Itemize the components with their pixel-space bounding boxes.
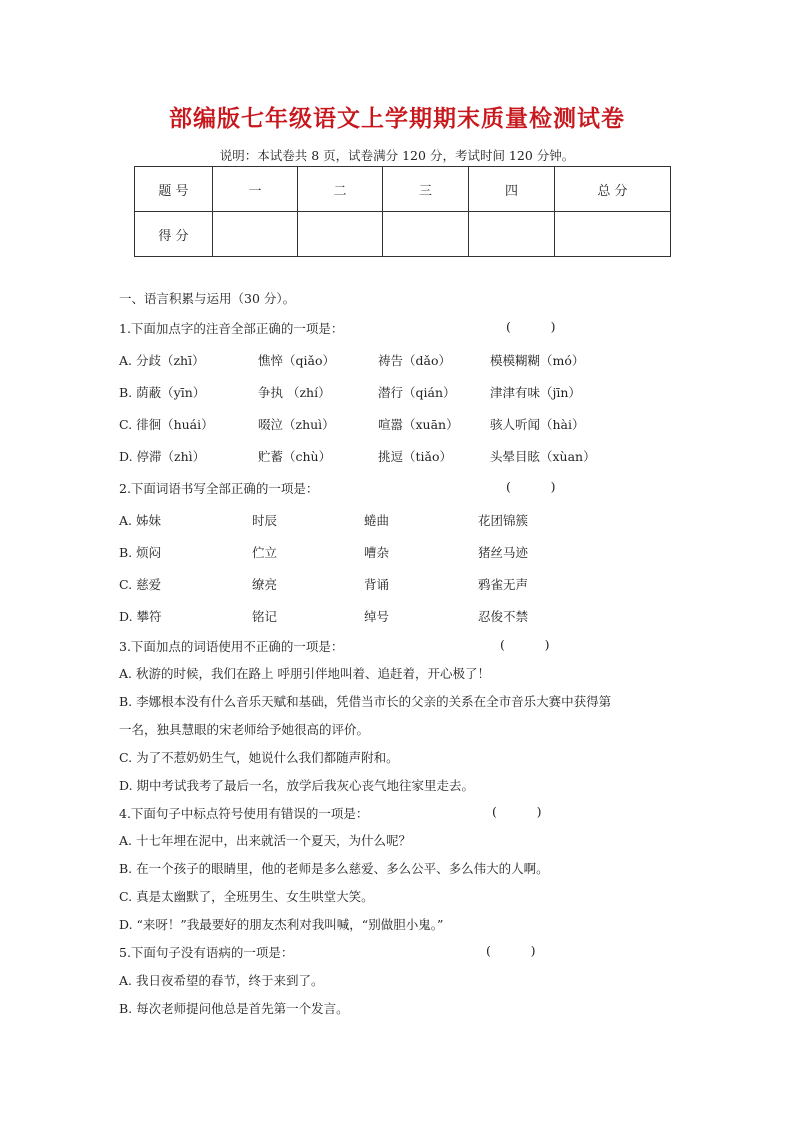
q2-option-c-4: 鸦雀无声	[478, 577, 529, 592]
q2-option-a-2: 时辰	[252, 513, 278, 528]
section-1-heading: 一、语言积累与运用（30 分）。	[119, 291, 296, 306]
q1-option-a-3: 祷告（dǎo）	[378, 353, 451, 368]
q2-option-a-4: 花团锦簇	[478, 513, 529, 528]
score-table	[134, 166, 671, 257]
question-2-answer-paren[interactable]: ( )	[506, 479, 556, 494]
q2-option-c-1: C. 慈爱	[119, 577, 162, 592]
q2-option-c-2: 缭亮	[252, 577, 278, 592]
q1-option-b-1: B. 荫蔽（yīn）	[119, 385, 206, 400]
q3-option-c: C. 为了不惹奶奶生气，她说什么我们都随声附和。	[119, 750, 399, 765]
question-5-text: 5.下面句子没有语病的一项是：	[119, 945, 294, 960]
header-cell-4: 四	[469, 167, 555, 212]
score-cell-total[interactable]	[555, 212, 671, 257]
q1-option-c-3: 喧嚣（xuān）	[378, 417, 459, 432]
q4-option-d: D. “来呀！”我最要好的朋友杰利对我叫喊，“别做胆小鬼。”	[119, 917, 444, 932]
q1-option-d-1: D. 停滞（zhì）	[119, 449, 206, 464]
q2-option-d-2: 铭记	[252, 609, 278, 624]
score-cell-4[interactable]	[469, 212, 555, 257]
question-4-answer-paren[interactable]: ( )	[492, 804, 542, 819]
question-3-answer-paren[interactable]: ( )	[500, 637, 550, 652]
score-row-label: 得 分	[135, 212, 213, 257]
q4-option-b: B. 在一个孩子的眼睛里，他的老师是多么慈爱、多么公平、多么伟大的人啊。	[119, 861, 549, 876]
q2-option-a-1: A. 姊妹	[119, 513, 161, 528]
q1-option-c-1: C. 徘徊（huái）	[119, 417, 214, 432]
q1-option-d-4: 头晕目眩（xùan）	[490, 449, 596, 464]
q2-option-b-4: 猪丝马迹	[478, 545, 529, 560]
exam-description: 说明：本试卷共 8 页，试卷满分 120 分，考试时间 120 分钟。	[219, 148, 575, 163]
q2-option-d-3: 绰号	[364, 609, 390, 624]
q1-option-b-4: 津津有味（jīn）	[490, 385, 581, 400]
q1-option-c-2: 啜泣（zhuì）	[258, 417, 335, 432]
question-1-text: 1.下面加点字的注音全部正确的一项是：	[119, 321, 344, 336]
q2-option-b-2: 伫立	[252, 545, 278, 560]
q1-option-b-3: 潜行（qián）	[378, 385, 456, 400]
score-cell-1[interactable]	[213, 212, 298, 257]
q1-option-a-2: 憔悴（qiǎo）	[258, 353, 335, 368]
q1-option-c-4: 骇人听闻（hài）	[490, 417, 585, 432]
q5-option-a: A. 我日夜希望的春节，终于来到了。	[119, 973, 324, 988]
score-cell-2[interactable]	[298, 212, 383, 257]
q2-option-a-3: 蜷曲	[364, 513, 390, 528]
page-title: 部编版七年级语文上学期期末质量检测试卷	[169, 106, 625, 132]
header-cell-3: 三	[383, 167, 469, 212]
question-2-text: 2.下面词语书写全部正确的一项是：	[119, 481, 319, 496]
q1-option-d-3: 挑逗（tiǎo）	[378, 449, 452, 464]
q2-option-d-4: 忍俊不禁	[478, 609, 529, 624]
score-cell-3[interactable]	[383, 212, 469, 257]
q2-option-b-1: B. 烦闷	[119, 545, 162, 560]
header-cell-total: 总 分	[555, 167, 671, 212]
q1-option-a-1: A. 分歧（zhī）	[119, 353, 205, 368]
header-cell-2: 二	[298, 167, 383, 212]
q3-option-b: B. 李娜根本没有什么音乐天赋和基础，凭借当市长的父亲的关系在全市音乐大赛中获得第	[119, 694, 612, 709]
q5-option-b: B. 每次老师提问他总是首先第一个发言。	[119, 1001, 349, 1016]
q4-option-c: C. 真是太幽默了，全班男生、女生哄堂大笑。	[119, 889, 374, 904]
header-cell-1: 一	[213, 167, 298, 212]
q2-option-d-1: D. 攀符	[119, 609, 162, 624]
question-3-text: 3.下面加点的词语使用不正确的一项是：	[119, 639, 344, 654]
q3-option-d: D. 期中考试我考了最后一名，放学后我灰心丧气地往家里走去。	[119, 778, 475, 793]
q1-option-a-4: 模模糊糊（mó）	[490, 353, 585, 368]
question-4-text: 4.下面句子中标点符号使用有错误的一项是：	[119, 806, 369, 821]
q2-option-b-3: 嘈杂	[364, 545, 390, 560]
q1-option-b-2: 争执 （zhí）	[258, 385, 331, 400]
question-1-answer-paren[interactable]: ( )	[506, 319, 556, 334]
header-cell-label: 题 号	[135, 167, 213, 212]
q3-option-a: A. 秋游的时候，我们在路上 呼朋引伴地叫着、追赶着，开心极了！	[119, 666, 490, 681]
q4-option-a: A. 十七年埋在泥中，出来就活一个夏天，为什么呢？	[119, 833, 411, 848]
q1-option-d-2: 贮蓄（chù）	[258, 449, 332, 464]
score-table-score-row	[135, 212, 671, 257]
question-5-answer-paren[interactable]: ( )	[486, 943, 536, 958]
q3-option-b-cont: 一名，独具慧眼的宋老师给予她很高的评价。	[119, 722, 370, 737]
score-table-header-row	[135, 167, 671, 212]
q2-option-c-3: 背诵	[364, 577, 390, 592]
